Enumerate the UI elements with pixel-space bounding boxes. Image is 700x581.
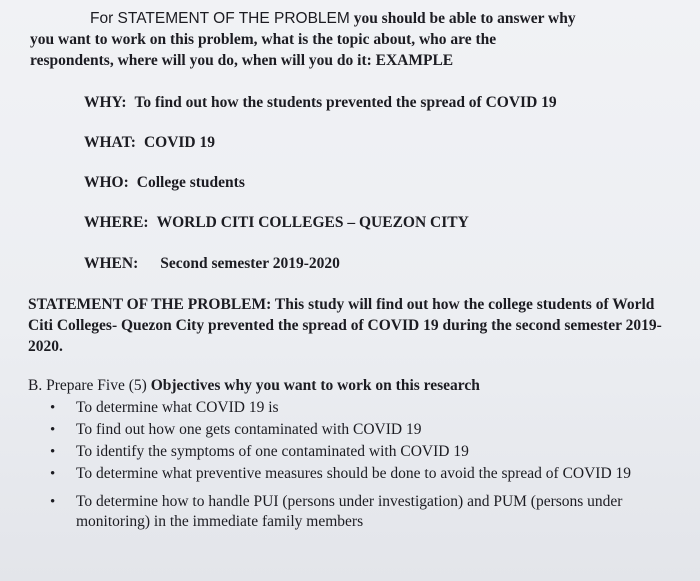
objective-text: To determine what COVID 19 is	[76, 399, 279, 416]
field-label: WHY:	[84, 94, 127, 111]
bullet-icon: •	[50, 444, 56, 460]
field-value: To find out how the students prevented the spread of COVID 19	[134, 94, 557, 111]
section-b	[28, 375, 678, 534]
field-label: WHO:	[84, 174, 129, 191]
bullet-icon: •	[50, 400, 56, 416]
list-item	[28, 492, 656, 532]
statement-of-problem: STATEMENT OF THE PROBLEM: This study will find out how the college students of World Citi Colleges- Quezon City prevented the spread of COVID 19 during the second semester 2019-2020.	[28, 296, 662, 355]
objective-text: To determine what preventive measures should be done to avoid the spread of COVID 19	[76, 465, 632, 482]
bullet-icon: •	[50, 494, 56, 510]
list-item	[28, 420, 656, 440]
objective-text: To identify the symptoms of one contaminated with COVID 19	[76, 443, 469, 460]
field-who	[84, 174, 245, 192]
intro-lead: For STATEMENT OF THE PROBLEM	[90, 10, 350, 27]
field-when	[84, 255, 340, 273]
field-value: COVID 19	[143, 134, 215, 151]
field-why	[84, 94, 557, 112]
intro-line2: you want to work on this problem, what is the topic about, who are the	[30, 31, 497, 48]
field-label: WHAT:	[84, 134, 136, 151]
objective-text: To find out how one gets contaminated with COVID 19	[76, 421, 422, 438]
intro-line3: respondents, where will you do, when will you do it: EXAMPLE	[30, 52, 454, 69]
field-value: WORLD CITI COLLEGES – QUEZON CITY	[156, 214, 469, 231]
intro-paragraph	[30, 8, 670, 71]
section-b-heading	[28, 375, 678, 396]
field-value: College students	[136, 174, 245, 191]
field-label: WHEN:	[84, 255, 139, 272]
field-value: Second semester 2019-2020	[160, 255, 340, 272]
objectives-list	[28, 398, 678, 532]
bullet-icon: •	[50, 466, 56, 482]
intro-line1-rest: you should be able to answer why	[349, 10, 576, 27]
list-item	[28, 398, 656, 418]
field-where	[84, 214, 469, 232]
section-b-heading-bold: Objectives why you want to work on this research	[150, 377, 480, 394]
bullet-icon: •	[50, 422, 56, 438]
section-b-heading-plain: B. Prepare Five (5)	[28, 377, 151, 394]
field-label: WHERE:	[84, 214, 149, 231]
field-what	[84, 134, 215, 152]
objective-text: To determine how to handle PUI (persons under investigation) and PUM (persons under monitoring) in the immediate family members	[76, 493, 623, 530]
list-item	[28, 464, 656, 484]
list-item	[28, 442, 656, 462]
